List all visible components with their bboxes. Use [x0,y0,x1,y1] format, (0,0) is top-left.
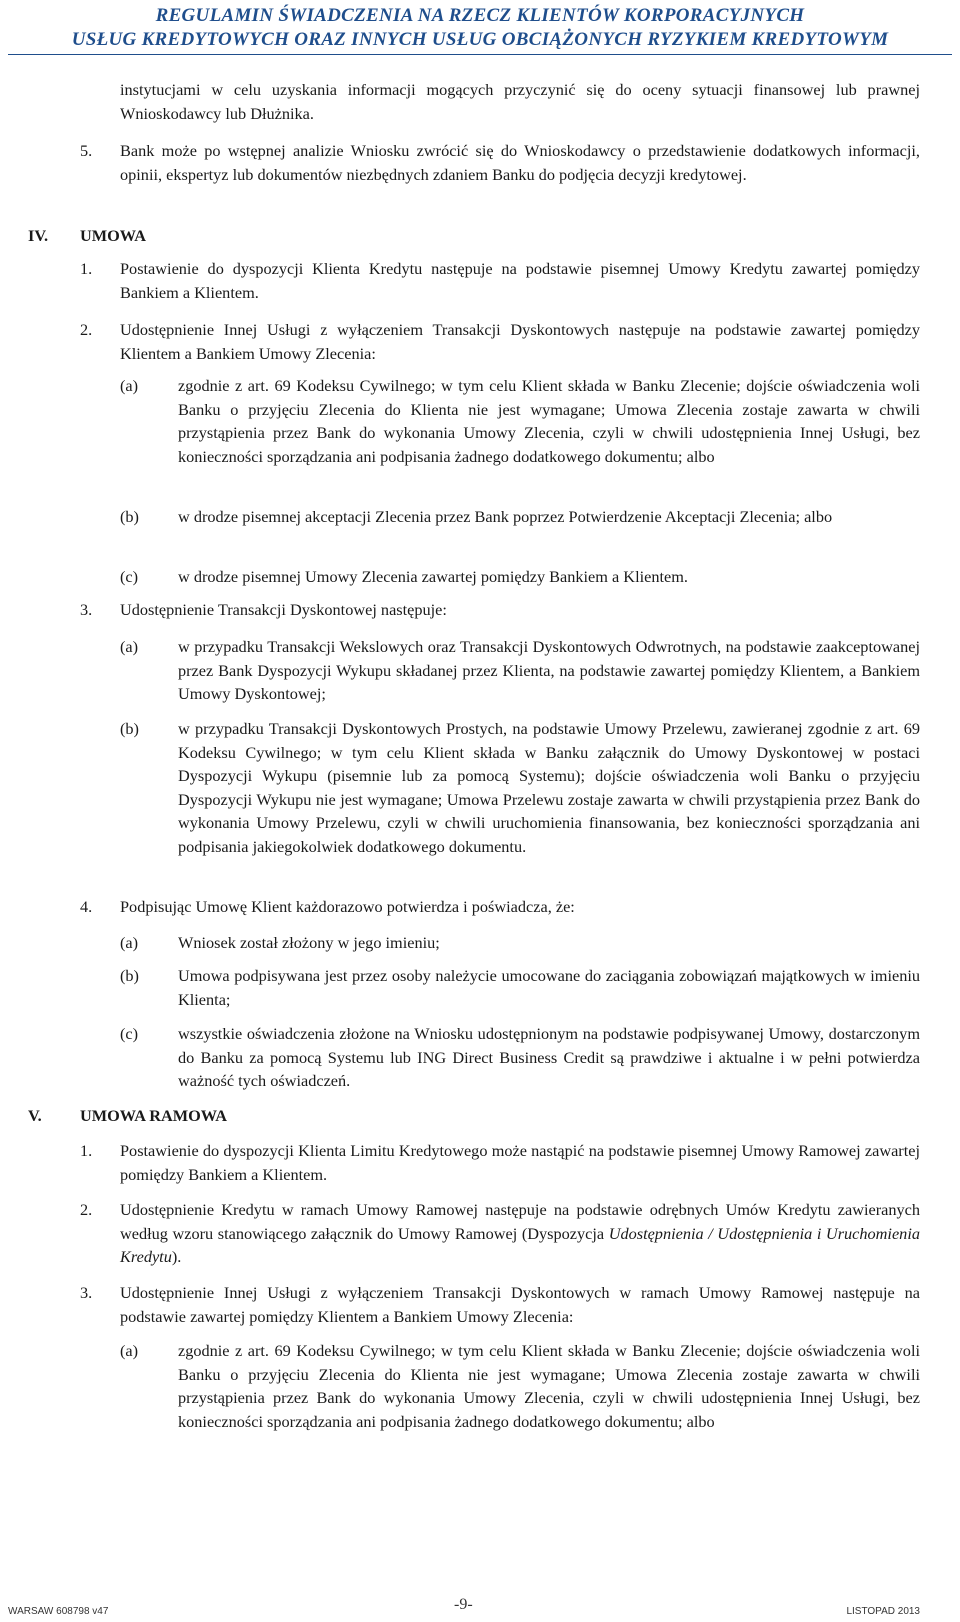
section-title: UMOWA RAMOWA [80,1106,227,1125]
paragraph-v-3: Udostępnienie Innej Usługi z wyłączeniem Transakcji Dyskontowych w ramach Umowy Ramowej następuje na podstawie zawartej pomiędzy Klientem a Bankiem Umowy Zlecenia: [120,1283,920,1326]
paragraph-iv-2: Udostępnienie Innej Usługi z wyłączeniem Transakcji Dyskontowych następuje na podstawie zawartej pomiędzy Klientem a Bankiem Umowy Zlecenia: [120,320,920,363]
item-number: 2. [80,320,93,339]
list-item: Umowa podpisywana jest przez osoby należycie umocowane do zaciągania zobowiązań majątkowych w imieniu Klienta; [178,966,920,1009]
item-number: 3. [80,600,93,619]
list-label: (a) [120,933,139,952]
paragraph-5: Bank może po wstępnej analizie Wniosku zwrócić się do Wnioskodawcy o przedstawienie dodatkowych informacji, opinii, ekspertyz lub dokumentów niezbędnych zdaniem Banku do podjęcia decyzji kredytowej. [120,141,920,184]
paragraph-v-2-text: Udostępnienie Kredytu w ramach Umowy Ramowej następuje na podstawie odrębnych Umów Kredytu zawieranych według wzoru stanowiącego załącznik do Umowy Ramowej (Dyspozycja [120,1200,920,1243]
list-item: w drodze pisemnej akceptacji Zlecenia przez Bank poprzez Potwierdzenie Akceptacji Zlecenia; albo [178,507,833,526]
list-label: (b) [120,966,139,985]
page-number: -9- [454,1596,473,1613]
paragraph-v-2-tail: ). [171,1247,182,1266]
header-rule [8,54,952,55]
list-item: wszystkie oświadczenia złożone na Wniosku udostępnionym na podstawie podpisywanej Umowy, dostarczonym do Banku za pomocą Systemu lub ING Direct Business Credit są prawdziwe i aktualne i w pełni potwierdza ważność tych oświadczeń. [178,1024,920,1090]
list-item: zgodnie z art. 69 Kodeksu Cywilnego; w tym celu Klient składa w Banku Zlecenie; dojście oświadczenia woli Banku o przyjęciu Zlecenia do Klienta nie jest wymagane; Umowa Zlecenia zostaje zawarta w chwili przystąpienia przez Bank do wykonania Umowy Zlecenia, czyli w chwili udostępnienia Innej Usługi, bez konieczności sporządzania ani podpisania żadnego dodatkowego dokumentu; albo [178,1341,920,1431]
item-number: 3. [80,1283,93,1302]
section-number: V. [28,1106,42,1125]
footer-date: LISTOPAD 2013 [846,1606,920,1617]
page-header [0,0,960,52]
list-item: Wniosek został złożony w jego imieniu; [178,933,440,952]
item-number: 4. [80,897,93,916]
list-label: (c) [120,567,139,586]
list-item: zgodnie z art. 69 Kodeksu Cywilnego; w tym celu Klient składa w Banku Zlecenie; dojście oświadczenia woli Banku o przyjęciu Zlecenia do Klienta nie jest wymagane; Umowa Zlecenia zostaje zawarta w chwili przystąpienia przez Bank do wykonania Umowy Zlecenia, czyli w chwili udostępnienia Innej Usługi, bez konieczności sporządzania ani podpisania żadnego dodatkowego dokumentu; albo [178,376,920,466]
continued-paragraph: instytucjami w celu uzyskania informacji mogących przyczynić się do oceny sytuacji finansowej lub prawnej Wnioskodawcy lub Dłużnika. [120,80,920,123]
item-number: 2. [80,1200,93,1219]
list-item: w przypadku Transakcji Dyskontowych Prostych, na podstawie Umowy Przelewu, zawieranej zgodnie z art. 69 Kodeksu Cywilnego; w tym celu Klient składa w Banku załącznik do Umowy Dyskontowej w postaci Dyspozycji Wykupu (pisemnie lub za pomocą Systemu); dojście oświadczenia woli Banku o przyjęciu Dyspozycji Wykupu nie jest wymagane; Umowa Przelewu zostaje zawarta w chwili przystąpienia przez Bank do wykonania Umowy Przelewu, czyli w chwili uruchomienia finansowania, bez konieczności sporządzania ani podpisania jakiegokolwiek dodatkowego dokumentu. [178,719,920,856]
item-number: 1. [80,259,93,278]
header-line-2: USŁUG KREDYTOWYCH ORAZ INNYCH USŁUG OBCIĄŻONYCH RYZYKIEM KREDYTOWYM [71,29,889,50]
list-label: (a) [120,637,139,656]
list-label: (c) [120,1024,139,1043]
paragraph-v-1: Postawienie do dyspozycji Klienta Limitu Kredytowego może nastąpić na podstawie pisemnej Umowy Ramowej zawartej pomiędzy Bankiem a Klientem. [120,1141,920,1184]
paragraph-iv-1: Postawienie do dyspozycji Klienta Kredytu następuje na podstawie pisemnej Umowy Kredytu zawartej pomiędzy Bankiem a Klientem. [120,259,920,302]
paragraph-iv-3: Udostępnienie Transakcji Dyskontowej następuje: [120,600,447,619]
list-item: w przypadku Transakcji Wekslowych oraz Transakcji Dyskontowych Odwrotnych, na podstawie zaakceptowanej przez Bank Dyspozycji Wykupu składanej przez Klienta, na podstawie zawartej pomiędzy Klientem, a Bankiem Umowy Dyskontowej; [178,637,920,703]
list-label: (a) [120,376,139,395]
paragraph-v-2 [120,1198,920,1269]
header-line-1: REGULAMIN ŚWIADCZENIA NA RZECZ KLIENTÓW KORPORACYJNYCH [155,5,805,26]
list-item: w drodze pisemnej Umowy Zlecenia zawartej pomiędzy Bankiem a Klientem. [178,567,688,586]
paragraph-v-2-italic: Udostępnienia / Udostępnienia i Uruchomienia Kredytu [120,1223,920,1266]
paragraph-iv-4: Podpisując Umowę Klient każdorazowo potwierdza i poświadcza, że: [120,897,575,916]
list-label: (b) [120,719,139,738]
section-number: IV. [28,226,49,245]
list-label: (a) [120,1341,139,1360]
item-number: 5. [80,141,93,160]
item-number: 1. [80,1141,93,1160]
section-title: UMOWA [80,226,147,245]
footer-doc-id: WARSAW 608798 v47 [8,1606,109,1617]
list-label: (b) [120,507,139,526]
